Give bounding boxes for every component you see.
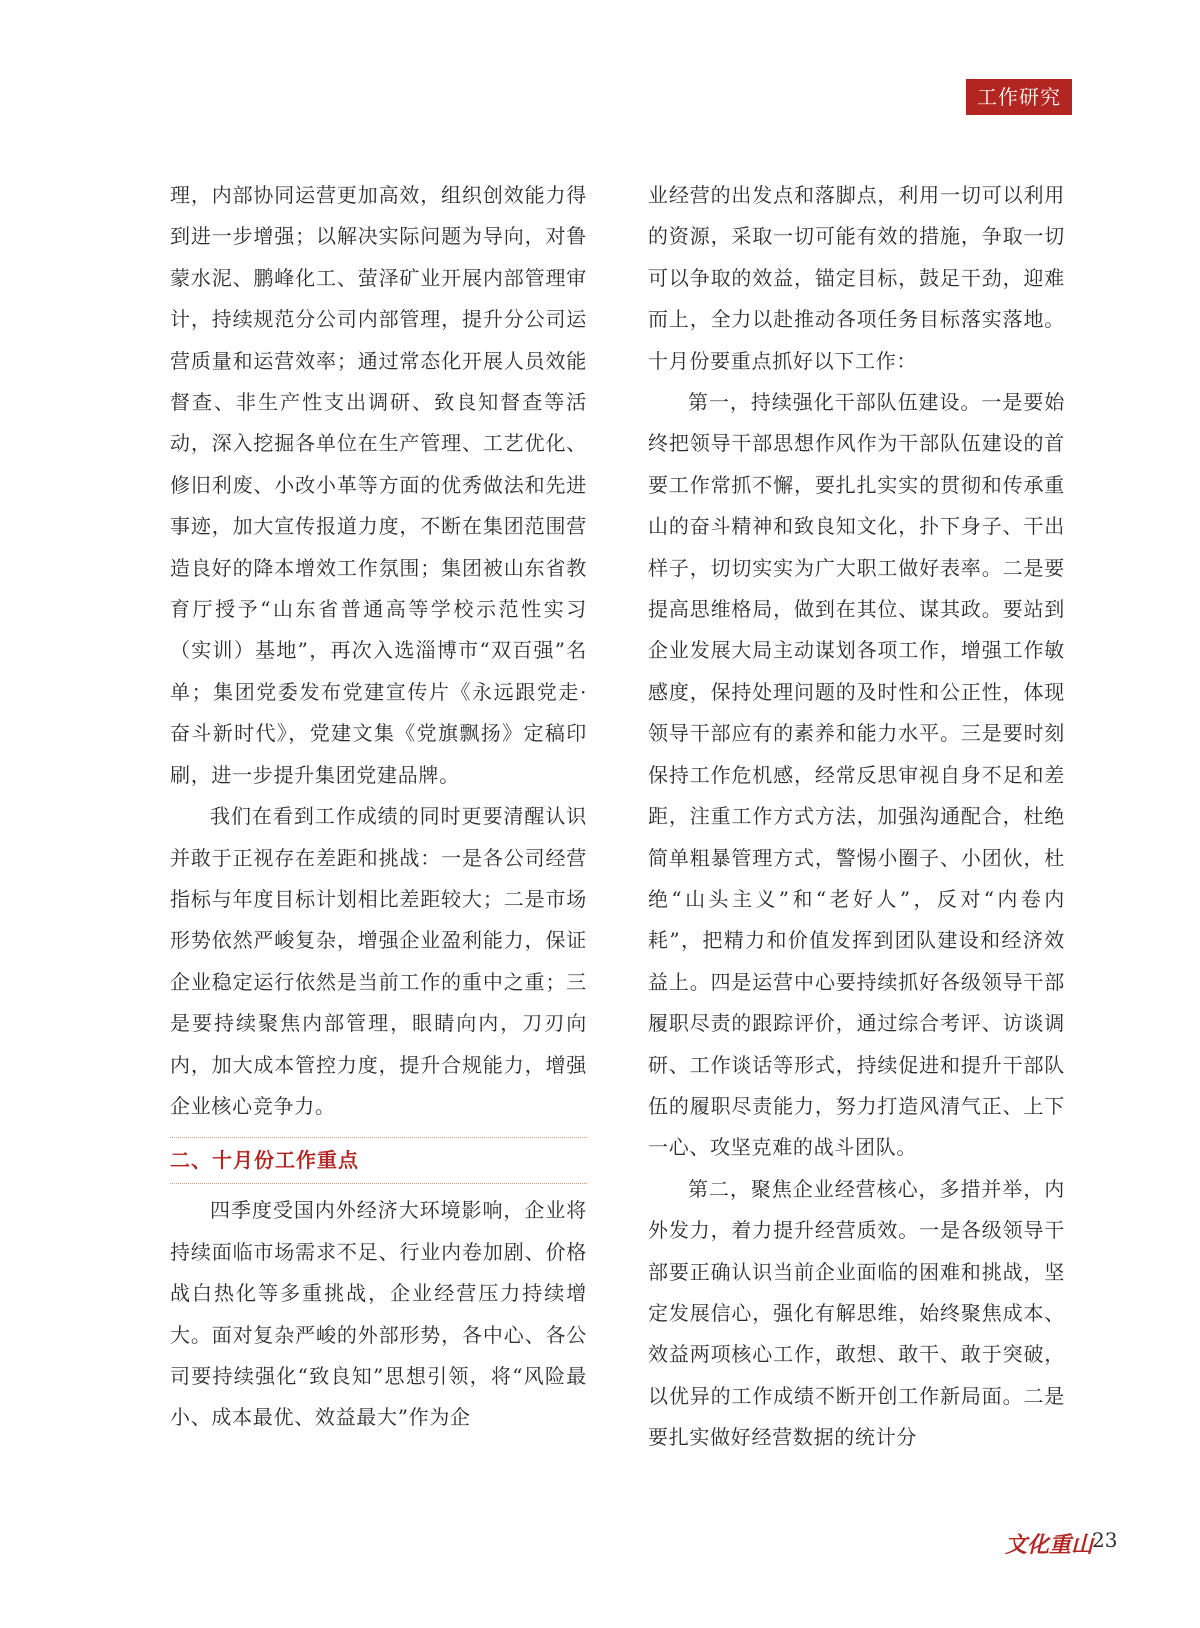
section-heading: 二、十月份工作重点	[170, 1148, 359, 1173]
page-number: 23	[1092, 1528, 1118, 1552]
section-tag: 工作研究	[966, 79, 1072, 115]
paragraph: 第二，聚焦企业经营核心，多措并举，内外发力，着力提升经营质效。一是各级领导干部要正确认识当前企业面临的困难和挑战，坚定发展信心，强化有解思维，始终聚焦成本、效益两项核心工作，敢想、敢干、敢于突破，以优异的工作成绩不断开创工作新局面。二是要扎实做好经营数据的统计分	[648, 1176, 1065, 1450]
paragraph: 理，内部协同运营更加高效，组织创效能力得到进一步增强；以解决实际问题为导向，对鲁蒙水泥、鹏峰化工、萤泽矿业开展内部管理审计，持续规范分公司内部管理，提升分公司运营质量和运营效率；通过常态化开展人员效能督查、非生产性支出调研、致良知督查等活动，深入挖掘各单位在生产管理、工艺优化、修旧利废、小改小革等方面的优秀做法和先进事迹，加大宣传报道力度，不断在集团范围营造良好的降本增效工作氛围；集团被山东省教育厅授予“山东省普通高等学校示范性实习（实训）基地”，再次入选淄博市“双百强”名单；集团党委发布党建宣传片《永远跟党走·奋斗新时代》，党建文集《党旗飘扬》定稿印刷，进一步提升集团党建品牌。	[170, 183, 587, 787]
paragraph: 第一，持续强化干部队伍建设。一是要始终把领导干部思想作风作为干部队伍建设的首要工作常抓不懈，要扎扎实实的贯彻和传承重山的奋斗精神和致良知文化，扑下身子、干出样子，切切实实为广大职工做好表率。二是要提高思维格局，做到在其位、谋其政。要站到企业发展大局主动谋划各项工作，增强工作敏感度，保持处理问题的及时性和公正性，体现领导干部应有的素养和能力水平。三是要时刻保持工作危机感，经常反思审视自身不足和差距，注重工作方式方法，加强沟通配合，杜绝简单粗暴管理方式，警惕小圈子、小团伙，杜绝“山头主义”和“老好人”，反对“内卷内耗”，把精力和价值发挥到团队建设和经济效益上。四是运营中心要持续抓好各级领导干部履职尽责的跟踪评价，通过综合考评、访谈调研、工作谈话等形式，持续促进和提升干部队伍的履职尽责能力，努力打造风清气正、上下一心、攻坚克难的战斗团队。	[648, 390, 1065, 1160]
section-heading-block	[170, 1137, 587, 1184]
magazine-logo: 文化重山	[1005, 1532, 1094, 1558]
left-column	[170, 175, 587, 1439]
paragraph: 我们在看到工作成绩的同时更要清醒认识并敢于正视存在差距和挑战：一是各公司经营指标与年度目标计划相比差距较大；二是市场形势依然严峻复杂，增强企业盈利能力，保证企业稳定运行依然是当前工作的重中之重；三是要持续聚焦内部管理，眼睛向内，刀刃向内，加大成本管控力度，提升合规能力，增强企业核心竞争力。	[170, 804, 587, 1118]
paragraph: 四季度受国内外经济大环境影响，企业将持续面临市场需求不足、行业内卷加剧、价格战白热化等多重挑战，企业经营压力持续增大。面对复杂严峻的外部形势，各中心、各公司要持续强化“致良知”思想引领，将“风险最小、成本最优、效益最大”作为企	[170, 1198, 587, 1430]
paragraph: 业经营的出发点和落脚点，利用一切可以利用的资源，采取一切可能有效的措施，争取一切可以争取的效益，锚定目标，鼓足干劲，迎难而上，全力以赴推动各项任务目标落实落地。十月份要重点抓好以下工作：	[648, 183, 1065, 373]
right-column	[648, 175, 1065, 1459]
